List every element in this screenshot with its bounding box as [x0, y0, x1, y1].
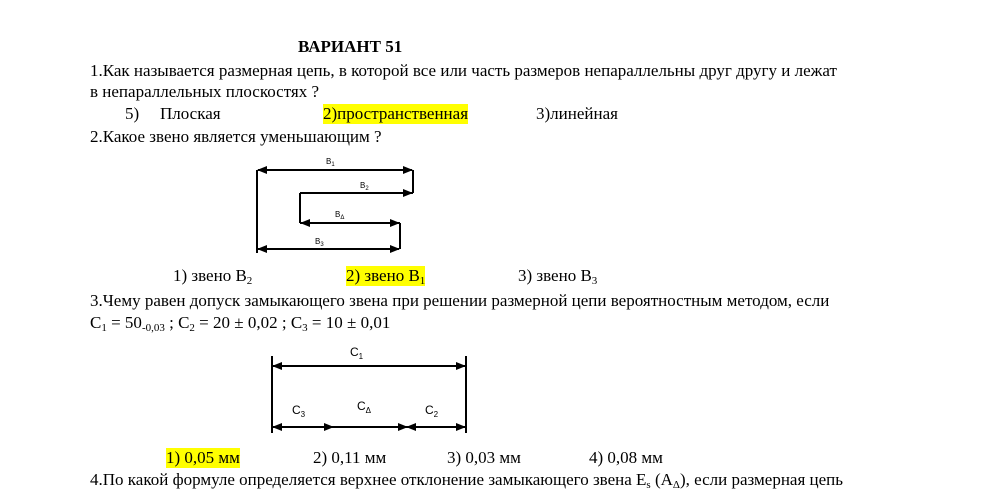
q2-option-1: 1) звено $B_2$ — [173, 266, 253, 287]
q3-option-2: 2) 0,11 мм — [313, 448, 387, 467]
label-cdelta: $C_\Delta$ — [357, 399, 372, 415]
label-b3: $B_3$ — [315, 237, 324, 248]
label-c3: $C_3$ — [292, 403, 306, 419]
q2-text: 2.Какое звено является уменьшающим ? — [90, 127, 382, 146]
q1-text-line1: 1.Как называется размерная цепь, в которой все или часть размеров непараллельны друг другу и лежат — [90, 61, 837, 80]
q3-option-3: 3) 0,03 мм — [447, 448, 521, 467]
label-c1: $C_1$ — [350, 345, 364, 361]
label-c2: $C_2$ — [425, 403, 439, 419]
diagram-c — [272, 356, 466, 433]
q3-option-1-highlighted: 1) 0,05 мм — [166, 448, 240, 467]
q2-option-2-highlighted: 2) звено $B_1$ — [346, 266, 426, 287]
label-bdelta: $B_\Delta$ — [335, 210, 345, 221]
q3-text-line2: $C_1 = 50_{-0,03}$ ; $C_2 = 20 \pm 0,02$ ; $C_3 = 10 \pm 0,01$ — [90, 313, 391, 334]
q1-option-1: Плоская — [160, 104, 221, 123]
q1-option-2-highlighted: 2)пространственная — [323, 104, 469, 123]
q3-text-line1: 3.Чему равен допуск замыкающего звена при решении размерной цепи вероятностным методом, если — [90, 291, 830, 310]
q2-option-3: 3) звено $B_3$ — [518, 266, 598, 287]
q1-option-1-number: 5) — [125, 104, 140, 123]
q1-text-line2: в непараллельных плоскостях ? — [90, 82, 320, 101]
q1-option-3: 3)линейная — [536, 104, 618, 123]
q3-option-4: 4) 0,08 мм — [589, 448, 663, 467]
label-b1: $B_1$ — [326, 157, 335, 168]
variant-title: ВАРИАНТ 51 — [298, 37, 403, 56]
label-b2: $B_2$ — [360, 181, 369, 192]
q4-text-line1: 4.По какой формуле определяется верхнее отклонение замыкающего звена $E_s$ $(A_\Delta)$, если размерная цепь — [90, 470, 844, 491]
